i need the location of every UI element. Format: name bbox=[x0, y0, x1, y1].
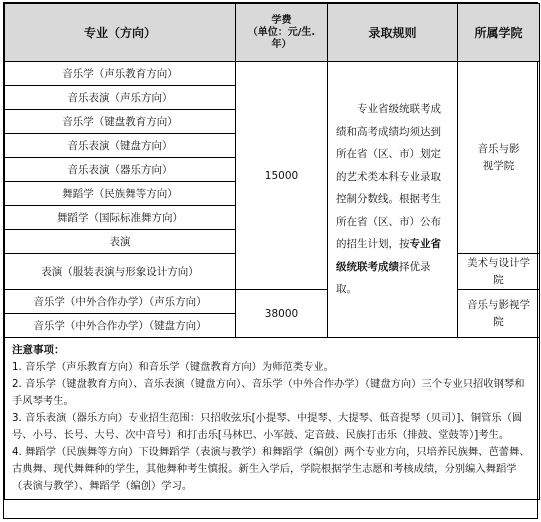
notes-item: 3. 音乐表演（器乐方向）专业招生范围：只招收弦乐[小提琴、中提琴、大提琴、低音提琴（贝司）]、铜管乐（圆号、小号、长号、大号、次中音号）和打击乐[马林巴、小军鼓、定音鼓、民族打击乐（排鼓、堂鼓等）]考生。 bbox=[12, 412, 523, 441]
coop-major-cell: 音乐学（中外合作办学）（键盘方向） bbox=[5, 314, 236, 338]
header-fee bbox=[236, 4, 328, 62]
rule-text-part1: 专业省级统联考成绩和高考成绩均须达到所在省（区、市）划定的艺术类本科专业录取控制分数线。根据考生所在省（区、市）公布的招生计划，按 bbox=[336, 103, 441, 251]
notes-item: 2. 音乐学（键盘教育方向）、音乐表演（键盘方向）、音乐学（中外合作办学）（键盘方向）三个专业只招收钢琴和手风琴考生。 bbox=[12, 378, 525, 407]
major-cell: 音乐表演（声乐方向） bbox=[5, 86, 236, 110]
notes-item: 4. 舞蹈学（民族舞等方向）下设舞蹈学（表演与教学）和舞蹈学（编创）两个专业方向，只培养民族舞、芭蕾舞、古典舞、现代舞舞种的学生，其他舞种考生慎报。新生入学后，学院根据学生志愿和考核成绩，分别编入舞蹈学（表演与教学）、舞蹈学（编创）学习。 bbox=[12, 446, 530, 492]
fee-main: 15000 bbox=[236, 62, 328, 290]
major-cell: 音乐表演（键盘方向） bbox=[5, 134, 236, 158]
notes-cell bbox=[5, 338, 540, 500]
major-cell: 舞蹈学（民族舞等方向） bbox=[5, 182, 236, 206]
college-music-film-2-text: 音乐与影视学院 bbox=[467, 298, 530, 328]
major-cell: 音乐学（键盘教育方向） bbox=[5, 110, 236, 134]
notes-title: 注意事项： bbox=[12, 344, 65, 356]
college-music-film-text: 音乐与影视学院 bbox=[477, 142, 520, 172]
college-music-film-2 bbox=[458, 290, 540, 338]
rule-text-bold: 专业省级统联考成绩 bbox=[336, 238, 441, 273]
major-cell: 音乐表演（器乐方向） bbox=[5, 158, 236, 182]
major-cell: 表演（服装表演与形象设计方向） bbox=[5, 254, 236, 290]
notes-item: 1. 音乐学（声乐教育方向）和音乐学（键盘教育方向）为师范类专业。 bbox=[12, 361, 335, 373]
admission-table-sheet bbox=[3, 2, 538, 519]
rule-text-part2: 择优录取。 bbox=[336, 260, 431, 296]
header-rule: 录取规则 bbox=[328, 4, 458, 62]
admission-table bbox=[4, 3, 540, 500]
header-college: 所属学院 bbox=[458, 4, 540, 62]
header-fee-line1: 学费 bbox=[271, 14, 292, 26]
fee-coop: 38000 bbox=[236, 290, 328, 338]
header-fee-line3: 年） bbox=[271, 38, 292, 50]
major-cell: 音乐学（声乐教育方向） bbox=[5, 62, 236, 86]
college-arts-design-text: 美术与设计学院 bbox=[467, 256, 530, 286]
header-major: 专业（方向） bbox=[5, 4, 236, 62]
rule-text bbox=[328, 62, 458, 338]
college-arts-design bbox=[458, 254, 540, 290]
major-cell: 舞蹈学（国际标准舞方向） bbox=[5, 206, 236, 230]
major-cell: 表演 bbox=[5, 230, 236, 254]
college-music-film bbox=[458, 62, 540, 254]
coop-major-cell: 音乐学（中外合作办学）（声乐方向） bbox=[5, 290, 236, 314]
header-fee-line2: （单位：元/生. bbox=[247, 26, 316, 38]
